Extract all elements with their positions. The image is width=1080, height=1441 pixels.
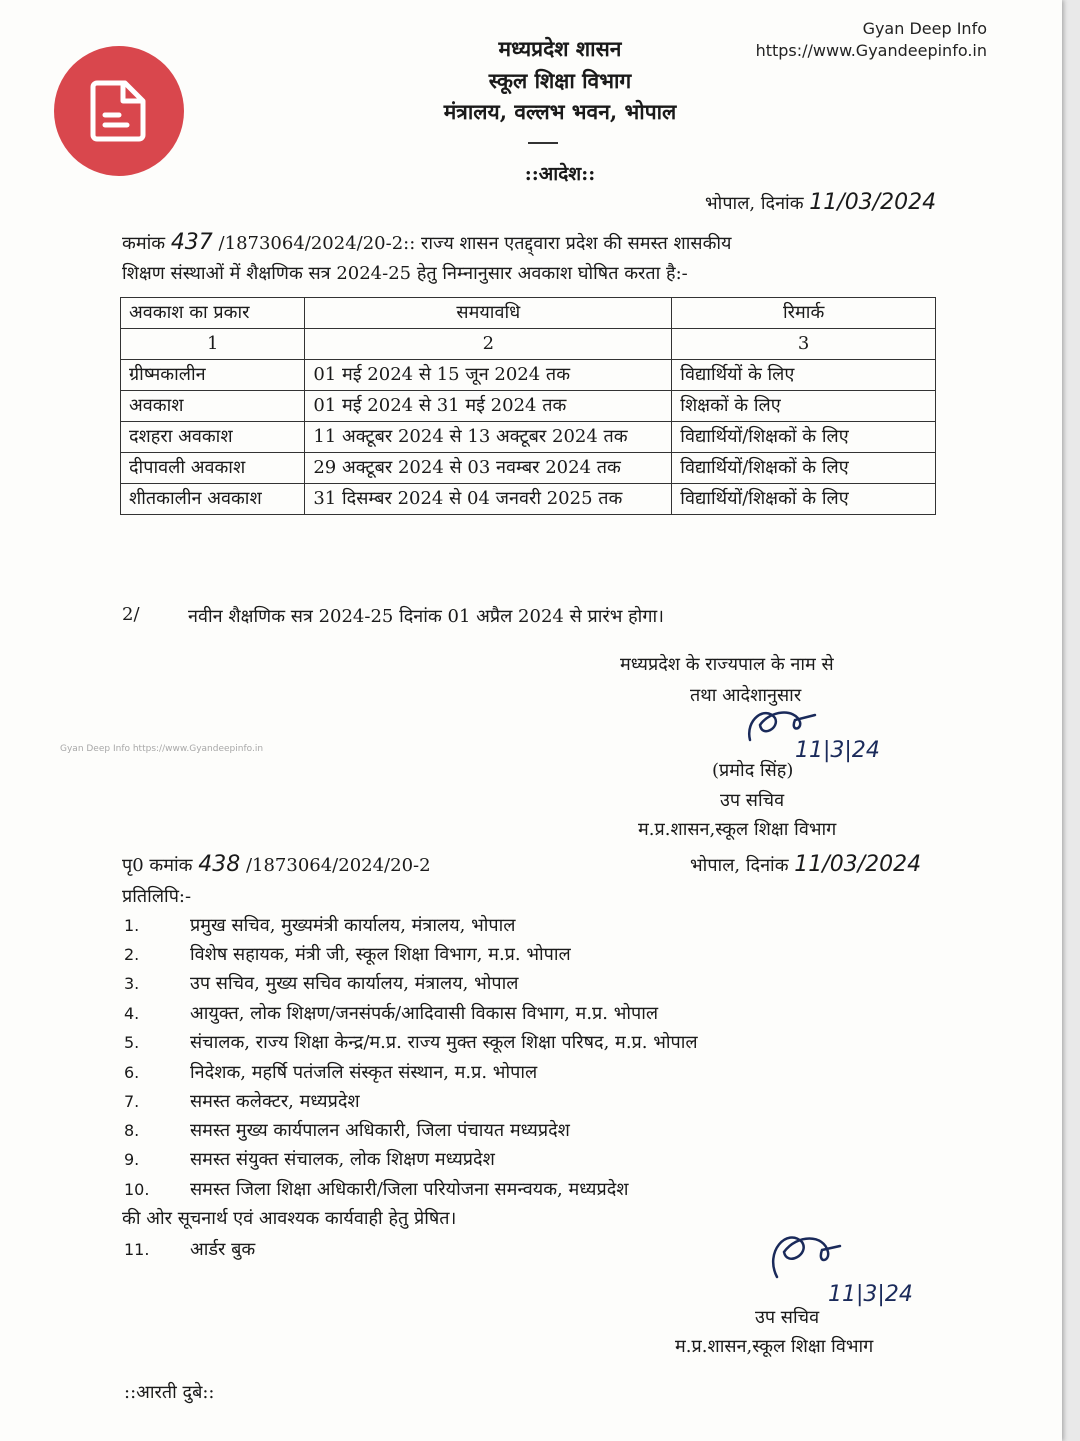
leave-remark-cell: विद्यार्थियों/शिक्षकों के लिए bbox=[672, 422, 936, 453]
copy-item-text: समस्त संयुक्त संचालक, लोक शिक्षण मध्यप्रदेश bbox=[190, 1149, 495, 1170]
document-app-badge[interactable] bbox=[54, 46, 184, 176]
para-2-number: 2/ bbox=[122, 604, 140, 625]
copy-no-hand: 438 bbox=[198, 852, 241, 877]
leave-remark-cell: विद्यार्थियों/शिक्षकों के लिए bbox=[672, 453, 936, 484]
leave-type-cell: ग्रीष्मकालीन bbox=[121, 360, 305, 391]
signatory-department: म.प्र.शासन,स्कूल शिक्षा विभाग bbox=[638, 819, 837, 840]
order-title: ::आदेश:: bbox=[524, 163, 596, 185]
copy-item-number: 11. bbox=[124, 1240, 150, 1259]
table-row bbox=[121, 453, 936, 484]
copy-label: प्रतिलिपि:- bbox=[122, 886, 192, 907]
order-date: 11/03/2024 bbox=[809, 190, 937, 215]
table-row bbox=[121, 360, 936, 391]
copy-item-text: समस्त कलेक्टर, मध्यप्रदेश bbox=[190, 1091, 360, 1112]
place-date-label: भोपाल, दिनांक bbox=[705, 193, 804, 214]
leave-type-cell: शीतकालीन अवकाश bbox=[121, 484, 305, 515]
copy-number-line bbox=[122, 852, 431, 877]
copy-item-number: 2. bbox=[124, 945, 140, 964]
header-govt: मध्यप्रदेश शासन bbox=[498, 36, 622, 61]
copy-item-text: उप सचिव, मुख्य सचिव कार्यालय, मंत्रालय, भोपाल bbox=[190, 973, 519, 994]
table-colnum-cell: 2 bbox=[305, 329, 672, 360]
order-place-date bbox=[705, 190, 936, 215]
table-colnum-cell: 3 bbox=[672, 329, 936, 360]
copy-item-text: समस्त जिला शिक्षा अधिकारी/जिला परियोजना समन्वयक, मध्यप्रदेश bbox=[190, 1179, 629, 1200]
copy-item-text: समस्त मुख्य कार्यपालन अधिकारी, जिला पंचायत मध्यप्रदेश bbox=[190, 1120, 570, 1141]
header-dept: स्कूल शिक्षा विभाग bbox=[488, 68, 632, 93]
table-header-row bbox=[121, 298, 936, 329]
copy-item-number: 1. bbox=[124, 916, 140, 935]
watermark-site-name: Gyan Deep Info bbox=[862, 19, 987, 38]
copy-item-number: 10. bbox=[124, 1180, 150, 1199]
table-row bbox=[121, 484, 936, 515]
copy-item-number: 9. bbox=[124, 1150, 140, 1169]
signatory-2-designation: उप सचिव bbox=[755, 1307, 820, 1328]
copy-item-text: विशेष सहायक, मंत्री जी, स्कूल शिक्षा विभाग, म.प्र. भोपाल bbox=[190, 944, 571, 965]
leave-type-cell: अवकाश bbox=[121, 391, 305, 422]
authority-line-2: तथा आदेशानुसार bbox=[690, 685, 802, 706]
watermark-middle: Gyan Deep Info https://www.Gyandeepinfo.in bbox=[60, 744, 264, 754]
copy-place-date-label: भोपाल, दिनांक bbox=[690, 855, 789, 876]
signatory-designation: उप सचिव bbox=[720, 790, 785, 811]
typist-name: ::आरती दुबे:: bbox=[124, 1382, 215, 1403]
signature-2-date: 11|3|24 bbox=[828, 1282, 913, 1307]
signature-1-date: 11|3|24 bbox=[795, 738, 880, 763]
order-no-label: कमांक bbox=[122, 233, 166, 254]
header-address: मंत्रालय, वल्लभ भवन, भोपाल bbox=[443, 99, 677, 124]
order-intro-1: राज्य शासन एतद्द्वारा प्रदेश की समस्त शासकीय bbox=[421, 233, 732, 254]
table-row bbox=[121, 391, 936, 422]
leave-type-cell: दीपावली अवकाश bbox=[121, 453, 305, 484]
copy-item-text: संचालक, राज्य शिक्षा केन्द्र/म.प्र. राज्य मुक्त स्कूल शिक्षा परिषद, म.प्र. भोपाल bbox=[190, 1032, 698, 1053]
leave-period-cell: 01 मई 2024 से 15 जून 2024 तक bbox=[305, 360, 672, 391]
signatory-name: (प्रमोद सिंह) bbox=[712, 760, 794, 781]
copy-item-number: 8. bbox=[124, 1121, 140, 1140]
copy-no-ref: /1873064/2024/20-2 bbox=[245, 855, 431, 876]
leave-type-cell: दशहरा अवकाश bbox=[121, 422, 305, 453]
order-no-hand: 437 bbox=[170, 230, 213, 255]
copy-item-number: 3. bbox=[124, 974, 140, 993]
signatory-2-department: म.प्र.शासन,स्कूल शिक्षा विभाग bbox=[675, 1336, 874, 1357]
table-row bbox=[121, 422, 936, 453]
order-no-ref: /1873064/2024/20-2:: bbox=[218, 233, 416, 254]
leave-remark-cell: शिक्षकों के लिए bbox=[672, 391, 936, 422]
leave-period-cell: 29 अक्टूबर 2024 से 03 नवम्बर 2024 तक bbox=[305, 453, 672, 484]
order-number-line bbox=[122, 230, 942, 255]
watermark-url: https://www.Gyandeepinfo.in bbox=[755, 41, 987, 60]
copy-date: 11/03/2024 bbox=[794, 852, 922, 877]
copy-footer-line: की ओर सूचनार्थ एवं आवश्यक कार्यवाही हेतु प्रेषित। bbox=[122, 1208, 457, 1229]
table-colnum-row bbox=[121, 329, 936, 360]
copy-item-text: प्रमुख सचिव, मुख्यमंत्री कार्यालय, मंत्रालय, भोपाल bbox=[190, 915, 516, 936]
leave-table bbox=[120, 297, 936, 515]
document-icon bbox=[89, 79, 149, 143]
table-colnum-cell: 1 bbox=[121, 329, 305, 360]
leave-remark-cell: विद्यार्थियों के लिए bbox=[672, 360, 936, 391]
copy-item-number: 5. bbox=[124, 1033, 140, 1052]
leave-period-cell: 11 अक्टूबर 2024 से 13 अक्टूबर 2024 तक bbox=[305, 422, 672, 453]
leave-remark-cell: विद्यार्थियों/शिक्षकों के लिए bbox=[672, 484, 936, 515]
table-header-cell: समयावधि bbox=[305, 298, 672, 329]
order-intro-2: शिक्षण संस्थाओं में शैक्षणिक सत्र 2024-25 हेतु निम्नानुसार अवकाश घोषित करता है:- bbox=[122, 263, 688, 284]
table-header-cell: रिमार्क bbox=[672, 298, 936, 329]
copy-place-date bbox=[690, 852, 921, 877]
leave-period-cell: 01 मई 2024 से 31 मई 2024 तक bbox=[305, 391, 672, 422]
authority-line-1: मध्यप्रदेश के राज्यपाल के नाम से bbox=[620, 654, 834, 675]
header-divider bbox=[528, 142, 558, 144]
copy-item-text: आयुक्त, लोक शिक्षण/जनसंपर्क/आदिवासी विकास विभाग, म.प्र. भोपाल bbox=[190, 1003, 659, 1024]
copy-no-label: पृ0 कमांक bbox=[122, 855, 193, 876]
leave-period-cell: 31 दिसम्बर 2024 से 04 जनवरी 2025 तक bbox=[305, 484, 672, 515]
table-header-cell: अवकाश का प्रकार bbox=[121, 298, 305, 329]
copy-item-text: आर्डर बुक bbox=[190, 1239, 256, 1260]
copy-item-text: निदेशक, महर्षि पतंजलि संस्कृत संस्थान, म.प्र. भोपाल bbox=[190, 1062, 538, 1083]
para-2-text: नवीन शैक्षणिक सत्र 2024-25 दिनांक 01 अप्रैल 2024 से प्रारंभ होगा। bbox=[188, 606, 664, 627]
copy-item-number: 4. bbox=[124, 1004, 140, 1023]
copy-item-number: 6. bbox=[124, 1063, 140, 1082]
copy-item-number: 7. bbox=[124, 1092, 140, 1111]
